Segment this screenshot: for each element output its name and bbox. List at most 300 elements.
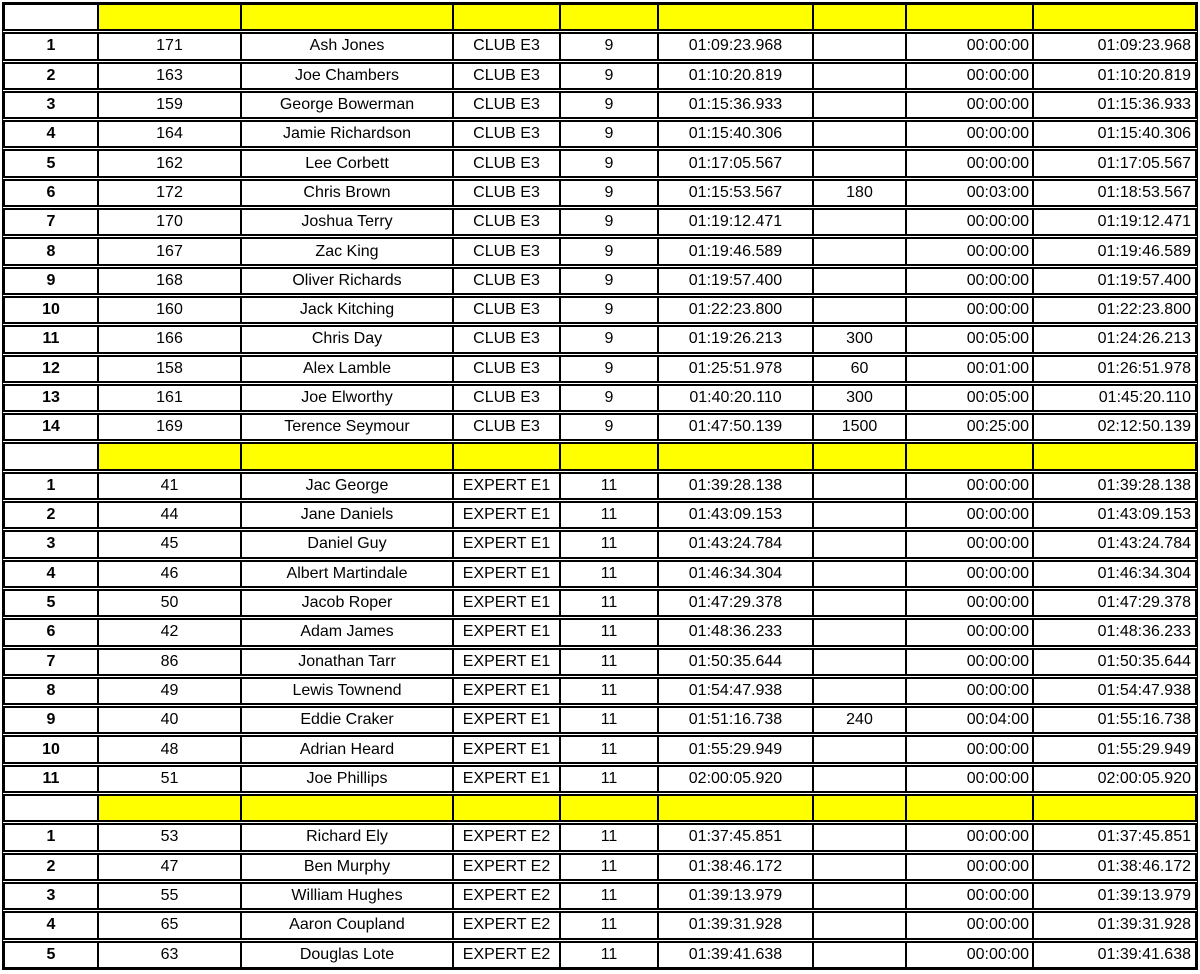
penalty-seconds-cell bbox=[814, 620, 907, 644]
time-cell: 01:19:57.400 bbox=[659, 269, 814, 293]
header-cell bbox=[99, 5, 242, 29]
penalty-time-cell: 00:00:00 bbox=[907, 591, 1034, 615]
rider-number-cell: 168 bbox=[99, 269, 242, 293]
class-cell: EXPERT E2 bbox=[454, 913, 561, 937]
penalty-seconds-cell bbox=[814, 679, 907, 703]
penalty-time-cell: 00:00:00 bbox=[907, 620, 1034, 644]
position-cell: 2 bbox=[5, 855, 99, 879]
laps-cell: 9 bbox=[561, 386, 659, 410]
result-row bbox=[3, 677, 1197, 705]
position-cell: 13 bbox=[5, 386, 99, 410]
time-cell: 01:40:20.110 bbox=[659, 386, 814, 410]
penalty-time-cell: 00:00:00 bbox=[907, 943, 1034, 967]
rider-number-cell: 63 bbox=[99, 943, 242, 967]
penalty-time-cell: 00:05:00 bbox=[907, 327, 1034, 351]
result-row bbox=[3, 882, 1197, 910]
rider-name-cell: Ben Murphy bbox=[242, 855, 454, 879]
time-cell: 01:10:20.819 bbox=[659, 64, 814, 88]
rider-number-cell: 45 bbox=[99, 532, 242, 556]
result-row bbox=[3, 501, 1197, 529]
header-cell bbox=[561, 5, 659, 29]
laps-cell: 9 bbox=[561, 64, 659, 88]
section-header-row bbox=[3, 794, 1197, 822]
class-cell: CLUB E3 bbox=[454, 64, 561, 88]
class-cell: EXPERT E2 bbox=[454, 943, 561, 967]
laps-cell: 9 bbox=[561, 239, 659, 263]
penalty-time-cell: 00:00:00 bbox=[907, 855, 1034, 879]
result-row bbox=[3, 325, 1197, 353]
result-row bbox=[3, 706, 1197, 734]
penalty-time-cell: 00:00:00 bbox=[907, 239, 1034, 263]
penalty-seconds-cell bbox=[814, 239, 907, 263]
rider-name-cell: Joe Chambers bbox=[242, 64, 454, 88]
header-cell bbox=[454, 796, 561, 820]
class-cell: EXPERT E1 bbox=[454, 474, 561, 498]
result-row bbox=[3, 941, 1197, 969]
position-cell: 5 bbox=[5, 591, 99, 615]
time-cell: 01:37:45.851 bbox=[659, 825, 814, 849]
rider-number-cell: 169 bbox=[99, 415, 242, 439]
penalty-time-cell: 00:00:00 bbox=[907, 562, 1034, 586]
position-cell: 5 bbox=[5, 943, 99, 967]
laps-cell: 9 bbox=[561, 415, 659, 439]
class-cell: CLUB E3 bbox=[454, 122, 561, 146]
rider-name-cell: Richard Ely bbox=[242, 825, 454, 849]
total-time-cell: 01:47:29.378 bbox=[1034, 591, 1195, 615]
time-cell: 01:38:46.172 bbox=[659, 855, 814, 879]
class-cell: CLUB E3 bbox=[454, 357, 561, 381]
penalty-time-cell: 00:00:00 bbox=[907, 474, 1034, 498]
penalty-seconds-cell bbox=[814, 825, 907, 849]
total-time-cell: 01:26:51.978 bbox=[1034, 357, 1195, 381]
laps-cell: 9 bbox=[561, 298, 659, 322]
laps-cell: 11 bbox=[561, 737, 659, 761]
laps-cell: 9 bbox=[561, 357, 659, 381]
penalty-seconds-cell bbox=[814, 532, 907, 556]
position-cell: 11 bbox=[5, 767, 99, 791]
class-cell: CLUB E3 bbox=[454, 415, 561, 439]
penalty-time-cell: 00:01:00 bbox=[907, 357, 1034, 381]
header-cell bbox=[659, 444, 814, 468]
class-cell: EXPERT E1 bbox=[454, 650, 561, 674]
rider-name-cell: Jacob Roper bbox=[242, 591, 454, 615]
time-cell: 01:43:24.784 bbox=[659, 532, 814, 556]
penalty-seconds-cell bbox=[814, 34, 907, 58]
time-cell: 01:15:40.306 bbox=[659, 122, 814, 146]
penalty-time-cell: 00:00:00 bbox=[907, 34, 1034, 58]
time-cell: 01:22:23.800 bbox=[659, 298, 814, 322]
position-cell: 14 bbox=[5, 415, 99, 439]
rider-name-cell: Joshua Terry bbox=[242, 210, 454, 234]
penalty-seconds-cell bbox=[814, 269, 907, 293]
header-cell bbox=[454, 5, 561, 29]
header-cell bbox=[454, 444, 561, 468]
laps-cell: 9 bbox=[561, 151, 659, 175]
time-cell: 01:47:50.139 bbox=[659, 415, 814, 439]
class-cell: EXPERT E1 bbox=[454, 679, 561, 703]
rider-name-cell: William Hughes bbox=[242, 884, 454, 908]
penalty-seconds-cell bbox=[814, 64, 907, 88]
time-cell: 01:15:53.567 bbox=[659, 181, 814, 205]
rider-number-cell: 158 bbox=[99, 357, 242, 381]
total-time-cell: 01:09:23.968 bbox=[1034, 34, 1195, 58]
rider-number-cell: 161 bbox=[99, 386, 242, 410]
result-row bbox=[3, 735, 1197, 763]
total-time-cell: 01:10:20.819 bbox=[1034, 64, 1195, 88]
rider-number-cell: 47 bbox=[99, 855, 242, 879]
penalty-seconds-cell bbox=[814, 474, 907, 498]
rider-number-cell: 41 bbox=[99, 474, 242, 498]
result-row bbox=[3, 911, 1197, 939]
laps-cell: 9 bbox=[561, 34, 659, 58]
rider-name-cell: Jac George bbox=[242, 474, 454, 498]
total-time-cell: 01:39:13.979 bbox=[1034, 884, 1195, 908]
laps-cell: 9 bbox=[561, 327, 659, 351]
penalty-time-cell: 00:00:00 bbox=[907, 884, 1034, 908]
class-cell: EXPERT E1 bbox=[454, 737, 561, 761]
header-cell bbox=[814, 444, 907, 468]
result-row bbox=[3, 472, 1197, 500]
rider-name-cell: Aaron Coupland bbox=[242, 913, 454, 937]
class-cell: EXPERT E2 bbox=[454, 825, 561, 849]
total-time-cell: 01:55:29.949 bbox=[1034, 737, 1195, 761]
penalty-time-cell: 00:25:00 bbox=[907, 415, 1034, 439]
laps-cell: 11 bbox=[561, 708, 659, 732]
header-cell bbox=[1034, 796, 1195, 820]
rider-name-cell: Jamie Richardson bbox=[242, 122, 454, 146]
rider-name-cell: Jonathan Tarr bbox=[242, 650, 454, 674]
header-cell bbox=[5, 5, 99, 29]
laps-cell: 9 bbox=[561, 122, 659, 146]
penalty-seconds-cell bbox=[814, 562, 907, 586]
rider-number-cell: 48 bbox=[99, 737, 242, 761]
position-cell: 9 bbox=[5, 708, 99, 732]
total-time-cell: 01:19:12.471 bbox=[1034, 210, 1195, 234]
result-row bbox=[3, 267, 1197, 295]
laps-cell: 11 bbox=[561, 884, 659, 908]
rider-name-cell: Jack Kitching bbox=[242, 298, 454, 322]
laps-cell: 11 bbox=[561, 562, 659, 586]
total-time-cell: 01:45:20.110 bbox=[1034, 386, 1195, 410]
position-cell: 1 bbox=[5, 34, 99, 58]
result-row bbox=[3, 149, 1197, 177]
rider-number-cell: 53 bbox=[99, 825, 242, 849]
result-row bbox=[3, 618, 1197, 646]
header-cell bbox=[5, 444, 99, 468]
result-row bbox=[3, 120, 1197, 148]
laps-cell: 11 bbox=[561, 767, 659, 791]
total-time-cell: 01:19:46.589 bbox=[1034, 239, 1195, 263]
result-row bbox=[3, 589, 1197, 617]
total-time-cell: 01:15:36.933 bbox=[1034, 93, 1195, 117]
position-cell: 1 bbox=[5, 474, 99, 498]
time-cell: 01:39:41.638 bbox=[659, 943, 814, 967]
laps-cell: 11 bbox=[561, 913, 659, 937]
penalty-seconds-cell: 60 bbox=[814, 357, 907, 381]
time-cell: 01:43:09.153 bbox=[659, 503, 814, 527]
penalty-seconds-cell bbox=[814, 943, 907, 967]
total-time-cell: 01:43:24.784 bbox=[1034, 532, 1195, 556]
penalty-seconds-cell bbox=[814, 122, 907, 146]
penalty-time-cell: 00:00:00 bbox=[907, 503, 1034, 527]
rider-name-cell: Douglas Lote bbox=[242, 943, 454, 967]
section-header-row bbox=[3, 3, 1197, 31]
penalty-time-cell: 00:00:00 bbox=[907, 913, 1034, 937]
total-time-cell: 01:48:36.233 bbox=[1034, 620, 1195, 644]
penalty-time-cell: 00:00:00 bbox=[907, 151, 1034, 175]
rider-name-cell: Oliver Richards bbox=[242, 269, 454, 293]
header-cell bbox=[814, 5, 907, 29]
penalty-time-cell: 00:00:00 bbox=[907, 93, 1034, 117]
result-row bbox=[3, 853, 1197, 881]
rider-name-cell: Chris Brown bbox=[242, 181, 454, 205]
class-cell: EXPERT E1 bbox=[454, 532, 561, 556]
rider-number-cell: 171 bbox=[99, 34, 242, 58]
total-time-cell: 02:12:50.139 bbox=[1034, 415, 1195, 439]
total-time-cell: 01:22:23.800 bbox=[1034, 298, 1195, 322]
class-cell: EXPERT E1 bbox=[454, 767, 561, 791]
header-cell bbox=[242, 796, 454, 820]
class-cell: CLUB E3 bbox=[454, 327, 561, 351]
penalty-time-cell: 00:04:00 bbox=[907, 708, 1034, 732]
rider-name-cell: Terence Seymour bbox=[242, 415, 454, 439]
class-cell: EXPERT E2 bbox=[454, 855, 561, 879]
rider-number-cell: 44 bbox=[99, 503, 242, 527]
class-cell: CLUB E3 bbox=[454, 210, 561, 234]
class-cell: EXPERT E1 bbox=[454, 620, 561, 644]
rider-number-cell: 166 bbox=[99, 327, 242, 351]
rider-name-cell: Zac King bbox=[242, 239, 454, 263]
penalty-seconds-cell: 300 bbox=[814, 386, 907, 410]
laps-cell: 11 bbox=[561, 825, 659, 849]
result-row bbox=[3, 32, 1197, 60]
rider-name-cell: Daniel Guy bbox=[242, 532, 454, 556]
penalty-time-cell: 00:00:00 bbox=[907, 269, 1034, 293]
rider-name-cell: Ash Jones bbox=[242, 34, 454, 58]
class-cell: CLUB E3 bbox=[454, 386, 561, 410]
penalty-time-cell: 00:00:00 bbox=[907, 767, 1034, 791]
header-cell bbox=[5, 796, 99, 820]
rider-name-cell: George Bowerman bbox=[242, 93, 454, 117]
header-cell bbox=[561, 796, 659, 820]
laps-cell: 11 bbox=[561, 474, 659, 498]
position-cell: 1 bbox=[5, 825, 99, 849]
position-cell: 3 bbox=[5, 93, 99, 117]
penalty-seconds-cell bbox=[814, 210, 907, 234]
laps-cell: 9 bbox=[561, 210, 659, 234]
total-time-cell: 01:18:53.567 bbox=[1034, 181, 1195, 205]
header-cell bbox=[242, 5, 454, 29]
penalty-time-cell: 00:00:00 bbox=[907, 679, 1034, 703]
header-cell bbox=[659, 5, 814, 29]
result-row bbox=[3, 355, 1197, 383]
laps-cell: 11 bbox=[561, 591, 659, 615]
total-time-cell: 01:43:09.153 bbox=[1034, 503, 1195, 527]
penalty-seconds-cell bbox=[814, 298, 907, 322]
class-cell: CLUB E3 bbox=[454, 151, 561, 175]
time-cell: 01:19:46.589 bbox=[659, 239, 814, 263]
penalty-seconds-cell: 1500 bbox=[814, 415, 907, 439]
rider-name-cell: Adrian Heard bbox=[242, 737, 454, 761]
time-cell: 01:51:16.738 bbox=[659, 708, 814, 732]
total-time-cell: 01:17:05.567 bbox=[1034, 151, 1195, 175]
time-cell: 01:39:31.928 bbox=[659, 913, 814, 937]
position-cell: 5 bbox=[5, 151, 99, 175]
rider-number-cell: 167 bbox=[99, 239, 242, 263]
position-cell: 10 bbox=[5, 298, 99, 322]
header-cell bbox=[907, 5, 1034, 29]
position-cell: 8 bbox=[5, 679, 99, 703]
penalty-seconds-cell bbox=[814, 737, 907, 761]
rider-number-cell: 51 bbox=[99, 767, 242, 791]
class-cell: CLUB E3 bbox=[454, 298, 561, 322]
result-row bbox=[3, 237, 1197, 265]
time-cell: 01:19:26.213 bbox=[659, 327, 814, 351]
position-cell: 4 bbox=[5, 562, 99, 586]
class-cell: CLUB E3 bbox=[454, 239, 561, 263]
result-row bbox=[3, 413, 1197, 441]
penalty-time-cell: 00:00:00 bbox=[907, 122, 1034, 146]
penalty-seconds-cell bbox=[814, 855, 907, 879]
class-cell: EXPERT E1 bbox=[454, 503, 561, 527]
position-cell: 9 bbox=[5, 269, 99, 293]
header-cell bbox=[561, 444, 659, 468]
rider-name-cell: Chris Day bbox=[242, 327, 454, 351]
time-cell: 01:17:05.567 bbox=[659, 151, 814, 175]
result-row bbox=[3, 208, 1197, 236]
penalty-time-cell: 00:00:00 bbox=[907, 210, 1034, 234]
class-cell: CLUB E3 bbox=[454, 93, 561, 117]
rider-number-cell: 164 bbox=[99, 122, 242, 146]
total-time-cell: 01:37:45.851 bbox=[1034, 825, 1195, 849]
header-cell bbox=[1034, 5, 1195, 29]
position-cell: 6 bbox=[5, 181, 99, 205]
rider-name-cell: Adam James bbox=[242, 620, 454, 644]
total-time-cell: 01:38:46.172 bbox=[1034, 855, 1195, 879]
rider-number-cell: 49 bbox=[99, 679, 242, 703]
time-cell: 01:50:35.644 bbox=[659, 650, 814, 674]
rider-number-cell: 160 bbox=[99, 298, 242, 322]
rider-name-cell: Jane Daniels bbox=[242, 503, 454, 527]
result-row bbox=[3, 530, 1197, 558]
rider-number-cell: 162 bbox=[99, 151, 242, 175]
time-cell: 02:00:05.920 bbox=[659, 767, 814, 791]
time-cell: 01:25:51.978 bbox=[659, 357, 814, 381]
time-cell: 01:39:28.138 bbox=[659, 474, 814, 498]
rider-number-cell: 170 bbox=[99, 210, 242, 234]
rider-number-cell: 172 bbox=[99, 181, 242, 205]
section-header-row bbox=[3, 442, 1197, 470]
penalty-time-cell: 00:00:00 bbox=[907, 64, 1034, 88]
result-row bbox=[3, 823, 1197, 851]
penalty-seconds-cell bbox=[814, 913, 907, 937]
penalty-seconds-cell bbox=[814, 884, 907, 908]
result-row bbox=[3, 384, 1197, 412]
position-cell: 11 bbox=[5, 327, 99, 351]
result-row bbox=[3, 560, 1197, 588]
rider-number-cell: 50 bbox=[99, 591, 242, 615]
class-cell: CLUB E3 bbox=[454, 34, 561, 58]
total-time-cell: 01:19:57.400 bbox=[1034, 269, 1195, 293]
time-cell: 01:19:12.471 bbox=[659, 210, 814, 234]
laps-cell: 11 bbox=[561, 650, 659, 674]
penalty-seconds-cell: 240 bbox=[814, 708, 907, 732]
class-cell: CLUB E3 bbox=[454, 269, 561, 293]
total-time-cell: 02:00:05.920 bbox=[1034, 767, 1195, 791]
position-cell: 6 bbox=[5, 620, 99, 644]
position-cell: 12 bbox=[5, 357, 99, 381]
header-cell bbox=[659, 796, 814, 820]
results-table bbox=[2, 2, 1198, 970]
class-cell: EXPERT E2 bbox=[454, 884, 561, 908]
penalty-seconds-cell bbox=[814, 151, 907, 175]
penalty-time-cell: 00:00:00 bbox=[907, 532, 1034, 556]
laps-cell: 11 bbox=[561, 679, 659, 703]
position-cell: 8 bbox=[5, 239, 99, 263]
header-cell bbox=[1034, 444, 1195, 468]
header-cell bbox=[907, 444, 1034, 468]
laps-cell: 9 bbox=[561, 269, 659, 293]
penalty-time-cell: 00:00:00 bbox=[907, 650, 1034, 674]
total-time-cell: 01:50:35.644 bbox=[1034, 650, 1195, 674]
penalty-time-cell: 00:00:00 bbox=[907, 825, 1034, 849]
time-cell: 01:48:36.233 bbox=[659, 620, 814, 644]
position-cell: 7 bbox=[5, 650, 99, 674]
penalty-seconds-cell bbox=[814, 93, 907, 117]
laps-cell: 11 bbox=[561, 532, 659, 556]
position-cell: 2 bbox=[5, 64, 99, 88]
rider-number-cell: 46 bbox=[99, 562, 242, 586]
result-row bbox=[3, 91, 1197, 119]
time-cell: 01:46:34.304 bbox=[659, 562, 814, 586]
results-page bbox=[0, 2, 1200, 974]
time-cell: 01:39:13.979 bbox=[659, 884, 814, 908]
laps-cell: 11 bbox=[561, 943, 659, 967]
penalty-seconds-cell: 300 bbox=[814, 327, 907, 351]
penalty-time-cell: 00:00:00 bbox=[907, 298, 1034, 322]
rider-name-cell: Alex Lamble bbox=[242, 357, 454, 381]
laps-cell: 9 bbox=[561, 93, 659, 117]
class-cell: EXPERT E1 bbox=[454, 562, 561, 586]
penalty-seconds-cell bbox=[814, 767, 907, 791]
rider-name-cell: Albert Martindale bbox=[242, 562, 454, 586]
header-cell bbox=[99, 444, 242, 468]
laps-cell: 11 bbox=[561, 855, 659, 879]
position-cell: 3 bbox=[5, 884, 99, 908]
penalty-seconds-cell bbox=[814, 503, 907, 527]
time-cell: 01:47:29.378 bbox=[659, 591, 814, 615]
rider-number-cell: 163 bbox=[99, 64, 242, 88]
rider-number-cell: 42 bbox=[99, 620, 242, 644]
penalty-seconds-cell bbox=[814, 591, 907, 615]
total-time-cell: 01:46:34.304 bbox=[1034, 562, 1195, 586]
result-row bbox=[3, 765, 1197, 793]
total-time-cell: 01:55:16.738 bbox=[1034, 708, 1195, 732]
result-row bbox=[3, 62, 1197, 90]
rider-number-cell: 159 bbox=[99, 93, 242, 117]
position-cell: 4 bbox=[5, 913, 99, 937]
time-cell: 01:09:23.968 bbox=[659, 34, 814, 58]
penalty-time-cell: 00:05:00 bbox=[907, 386, 1034, 410]
rider-name-cell: Lewis Townend bbox=[242, 679, 454, 703]
position-cell: 4 bbox=[5, 122, 99, 146]
rider-name-cell: Eddie Craker bbox=[242, 708, 454, 732]
rider-number-cell: 86 bbox=[99, 650, 242, 674]
header-cell bbox=[99, 796, 242, 820]
laps-cell: 11 bbox=[561, 503, 659, 527]
rider-number-cell: 65 bbox=[99, 913, 242, 937]
position-cell: 7 bbox=[5, 210, 99, 234]
